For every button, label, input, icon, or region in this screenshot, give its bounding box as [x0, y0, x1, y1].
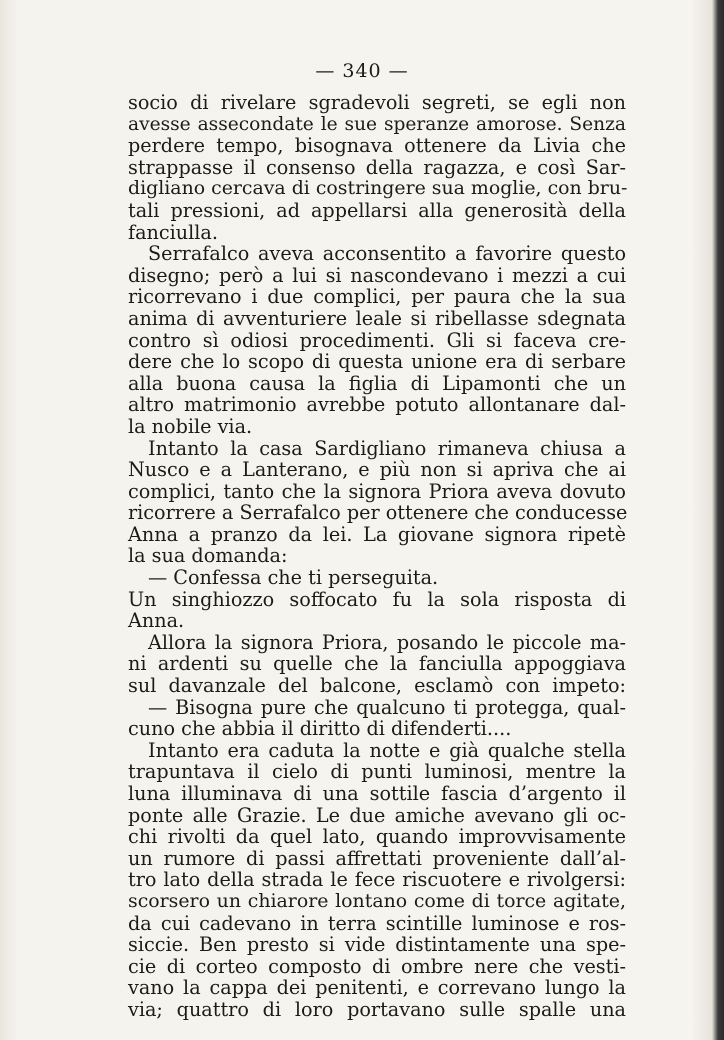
text-line: fanciulla.: [128, 220, 218, 244]
text-line: ponte alle Grazie. Le due amiche avevano gli oc-: [128, 803, 626, 827]
text-line: chi rivolti da quel lato, quando improvvisamente: [128, 825, 626, 849]
text-line: siccie. Ben presto si vide distintamente una spe-: [128, 933, 626, 957]
text-line: luna illuminava di una sottile fascia d’argento il: [128, 782, 626, 805]
text-line: ricorrere a Serrafalco per ottenere che conducesse: [128, 501, 628, 525]
text-line: trapuntava il cielo di punti luminosi, mentre la: [128, 760, 626, 784]
text-line: vano la cappa dei penitenti, e correvano lungo la: [128, 976, 626, 1000]
text-line: via; quattro di loro portavano sulle spalle una: [128, 997, 626, 1021]
text-line: Anna a pranzo da lei. La giovane signora ripetè: [128, 522, 626, 546]
text-line: perdere tempo, bisognava ottenere da Livia che: [128, 134, 626, 158]
text-line: la sua domanda:: [128, 544, 288, 568]
text-line: scorsero un chiarore lontano come di torce agitate,: [128, 889, 626, 912]
text-line: la nobile via.: [128, 414, 253, 438]
text-line: Intanto era caduta la notte e già qualche stella: [148, 738, 626, 762]
text-line: cuno che abbia il diritto di difenderti....: [128, 717, 512, 741]
text-line: tali pressioni, ad appellarsi alla generosità della: [128, 198, 626, 222]
text-line: digliano cercava di costringere sua moglie, con bru-: [128, 177, 628, 200]
text-line: disegno; però a lui si nascondevano i mezzi a cui: [128, 263, 626, 287]
text-line: anima di avventuriere leale si ribellasse sdegnata: [128, 306, 626, 330]
text-line: dere che lo scopo di questa unione era di serbare: [128, 350, 626, 374]
text-line: tro lato della strada le fece riscuotere e rivolgersi:: [128, 868, 626, 892]
text-line: strappasse il consenso della ragazza, e così Sar-: [128, 155, 626, 179]
text-line: — Confessa che ti perseguita.: [148, 566, 439, 590]
text-line: avesse assecondate le sue speranze amorose. Senza: [128, 113, 626, 135]
text-line: Anna.: [128, 609, 185, 633]
text-line: ricorrevano i due complici, per paura che la sua: [128, 285, 626, 309]
text-line: cie di corteo composto di ombre nere che vesti-: [128, 954, 626, 978]
text-line: Serrafalco aveva acconsentito a favorire questo: [148, 242, 626, 266]
text-line: da cui cadevano in terra scintille luminose e ros-: [128, 911, 626, 935]
text-line: socio di rivelare sgradevoli segreti, se egli non: [128, 91, 626, 114]
text-line: Intanto la casa Sardigliano rimaneva chiusa a: [148, 436, 626, 460]
text-line: un rumore di passi affrettati proveniente dall’al-: [128, 846, 626, 870]
text-line: contro sì odiosi procedimenti. Gli si faceva cre-: [128, 328, 626, 352]
text-line: Nusco e a Lanterano, e più non si apriva che ai: [128, 458, 626, 482]
text-line: ni ardenti su quelle che la fanciulla appoggiava: [128, 652, 626, 676]
text-line: altro matrimonio avrebbe potuto allontanare dal-: [128, 393, 626, 417]
text-line: complici, tanto che la signora Priora aveva dovuto: [128, 479, 626, 503]
page-number: — 340 —: [315, 60, 409, 82]
body-text: [128, 92, 626, 1021]
text-line: — Bisogna pure che qualcuno ti protegga, qual-: [148, 695, 626, 719]
text-line: alla buona causa la figlia di Lipamonti che un: [128, 371, 626, 395]
text-line: sul davanzale del balcone, esclamò con impeto:: [128, 674, 626, 698]
text-line: Un singhiozzo soffocato fu la sola risposta di: [128, 587, 626, 611]
text-line: Allora la signora Priora, posando le piccole ma-: [148, 630, 626, 654]
